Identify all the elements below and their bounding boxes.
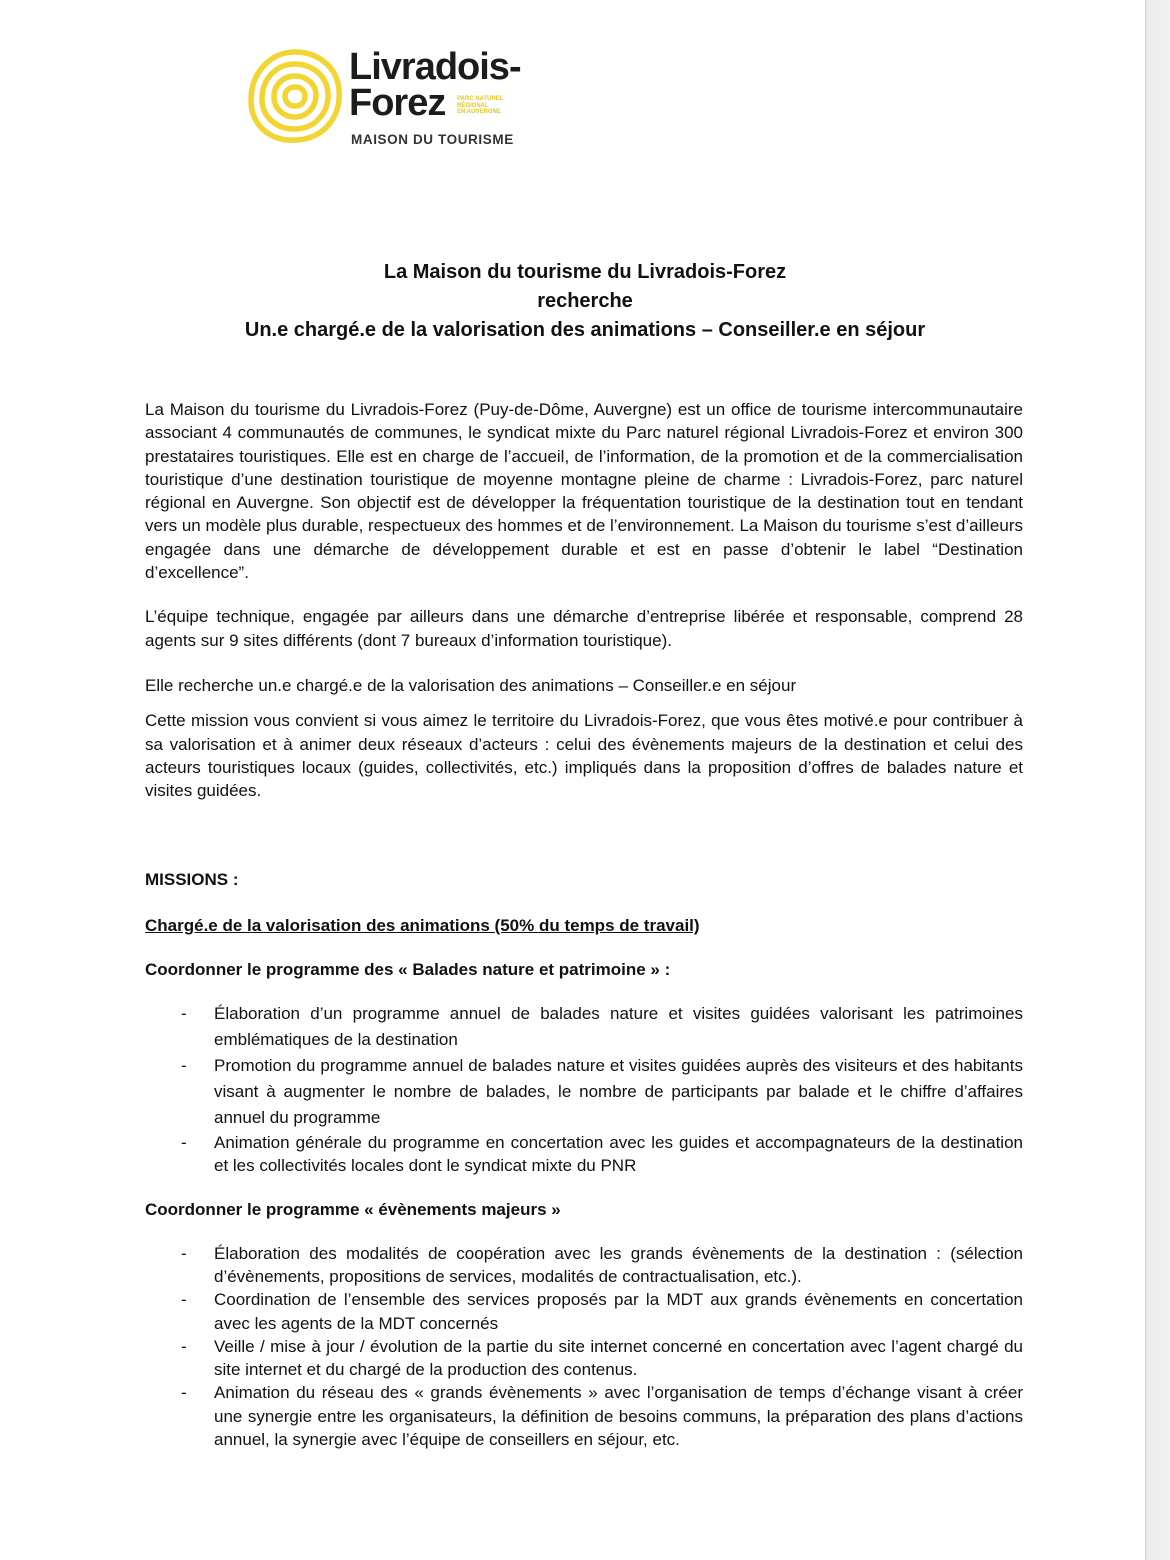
- logo-name-line1: Livradois-: [349, 46, 521, 88]
- list-item: - Animation du réseau des « grands évènements » avec l’organisation de temps d’échange visant à créer une synergie entre les organisateurs, la définition de besoins communs, la préparation des plans d’actions annuel, la synergie avec l’équipe de conseillers en séjour, etc.: [145, 1381, 1023, 1451]
- logo-subtitle: MAISON DU TOURISME: [351, 132, 514, 147]
- logo-tagline-line: RÉGIONAL: [457, 102, 489, 109]
- document-body: [145, 398, 1023, 1451]
- block1-title: Coordonner le programme des « Balades nature et patrimoine » :: [145, 960, 671, 980]
- logo-name-line2: Forez: [349, 82, 446, 124]
- title-line-2: recherche: [537, 290, 633, 312]
- list-item: - Coordination de l’ensemble des services proposés par la MDT aux grands évènements en concertation avec les agents de la MDT concernés: [145, 1288, 1023, 1335]
- list-item: - Animation générale du programme en concertation avec les guides et accompagnateurs de la destination et les collectivités locales dont le syndicat mixte du PNR: [145, 1131, 1023, 1177]
- block2-title: Coordonner le programme « évènements majeurs »: [145, 1200, 561, 1220]
- missions-subheading: Chargé.e de la valorisation des animations (50% du temps de travail): [145, 915, 700, 935]
- list-item: - Veille / mise à jour / évolution de la partie du site internet concerné en concertation avec l’agent chargé du site internet et du chargé de la production des contenus.: [145, 1335, 1023, 1382]
- brand-logo: [245, 46, 545, 156]
- title-line-3: Un.e chargé.e de la valorisation des animations – Conseiller.e en séjour: [244, 319, 926, 341]
- logo-tagline-line: EN AUVERGNE: [457, 109, 501, 115]
- list-item: - Promotion du programme annuel de balades nature et visites guidées auprès des visiteurs et des habitants visant à augmenter le nombre de balades, le nombre de participants par balade et le chiffre d’affaires annuel du programme: [145, 1053, 1023, 1131]
- list-item: - Élaboration des modalités de coopération avec les grands évènements de la destination : (sélection d’évènements, propositions de services, modalités de contractualisation, etc.).: [145, 1242, 1023, 1289]
- concentric-rings-icon: [245, 46, 345, 146]
- logo-tagline-line: PARC NATUREL: [457, 96, 504, 102]
- block1-list: [145, 1001, 1023, 1177]
- block2-list: [145, 1242, 1023, 1452]
- missions-heading: MISSIONS :: [145, 870, 239, 890]
- mission-fit-paragraph: Cette mission vous convient si vous aimez le territoire du Livradois-Forez, que vous êtes motivé.e pour contribuer à sa valorisation et à animer deux réseaux d’acteurs : celui des évènements majeurs de la destination et celui des acteurs touristiques locaux (guides, collectivités, etc.) impliqués dans la proposition d’offres de balades nature et visites guidées.: [145, 711, 1023, 801]
- list-item: - Élaboration d’un programme annuel de balades nature et visites guidées valorisant les patrimoines emblématiques de la destination: [145, 1001, 1023, 1053]
- logo-tagline: [457, 96, 527, 116]
- title-line-1: La Maison du tourisme du Livradois-Forez: [383, 261, 787, 283]
- search-paragraph: Elle recherche un.e chargé.e de la valorisation des animations – Conseiller.e en séjour: [145, 675, 797, 695]
- intro-paragraph: La Maison du tourisme du Livradois-Forez (Puy-de-Dôme, Auvergne) est un office de tourisme intercommunautaire associant 4 communautés de communes, le syndicat mixte du Parc naturel régional Livradois-Forez et environ 300 prestataires touristiques. Elle est en charge de l’accueil, de l’information, de la promotion et de la commercialisation touristique d’une destination touristique de moyenne montagne pleine de charme : Livradois-Forez, parc naturel régional en Auvergne. Son objectif est de développer la fréquentation touristique de la destination tout en tendant vers un modèle plus durable, respectueux des hommes et de l’environnement. La Maison du tourisme s’est d’ailleurs engagée dans une démarche de développement durable et est en passe d’obtenir le label “Destination d’excellence”.: [145, 400, 1023, 583]
- team-paragraph: L’équipe technique, engagée par ailleurs dans une démarche d’entreprise libérée et responsable, comprend 28 agents sur 9 sites différents (dont 7 bureaux d’information touristique).: [145, 607, 1023, 650]
- document-title: [0, 258, 1170, 345]
- viewer-scroll-edge: [1145, 0, 1170, 1560]
